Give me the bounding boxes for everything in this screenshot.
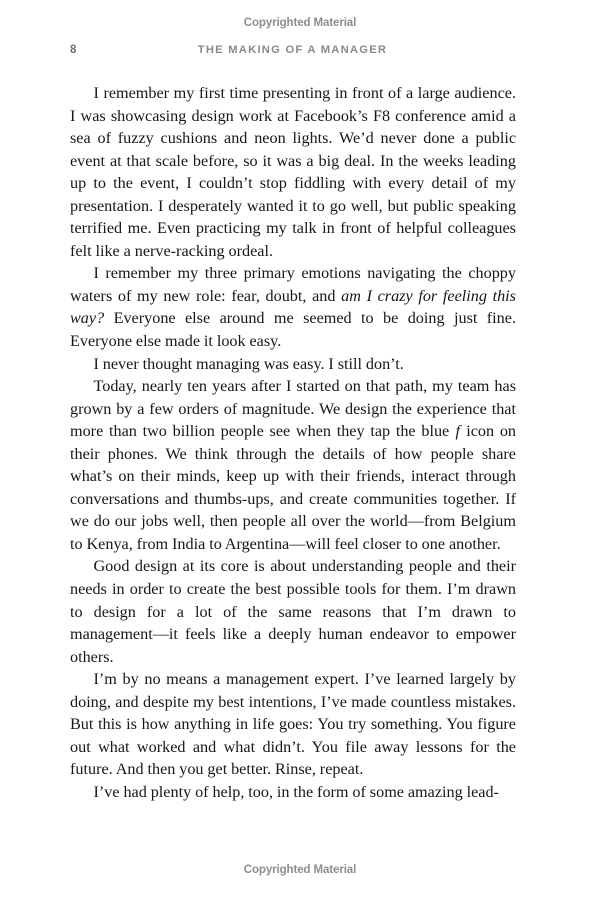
paragraph-2-italic-phrase: am I crazy for feeling this way? <box>70 286 516 328</box>
paragraph-6-text: I’m by no means a management expert. I’ve learned largely by doing, and despite my best intentions, I’ve made countless mistakes. But this is how anything in life goes: You try something. You figure out what worked and what didn’t. You file away lessons for the future. And then you get better. Rinse, repeat. <box>70 670 516 779</box>
book-title-running-head: THE MAKING OF A MANAGER <box>197 44 388 56</box>
facebook-f-glyph: f <box>455 422 460 441</box>
paragraph-5 <box>70 555 516 668</box>
copyrighted-material-watermark-top: Copyrighted Material <box>243 17 357 29</box>
page-number: 8 <box>70 44 77 56</box>
paragraph-6 <box>70 668 516 781</box>
paragraph-7-text: I’ve had plenty of help, too, in the form of some amazing lead- <box>93 782 499 801</box>
paragraph-5-text: Good design at its core is about understanding people and their needs in order to create the best possible tools for them. I’m drawn to design for a lot of the same reasons that I’m drawn to management—it feels like a deeply human endeavor to empower others. <box>70 557 516 666</box>
paragraph-4-text-before: Today, nearly ten years after I started on that path, my team has grown by a few orders of magnitude. We design the experience that more than two billion people see when they tap the blue <box>70 377 516 441</box>
paragraph-7 <box>70 781 516 804</box>
paragraph-2 <box>70 262 516 352</box>
paragraph-3-text: I never thought managing was easy. I still don’t. <box>93 354 404 373</box>
running-head <box>70 44 515 60</box>
paragraph-2-text-after: Everyone else around me seemed to be doing just fine. Everyone else made it look easy. <box>70 309 516 351</box>
paragraph-4 <box>70 375 516 555</box>
paragraph-2-text-before: I remember my three primary emotions navigating the choppy waters of my new role: fear, doubt, and <box>70 264 516 305</box>
paragraph-1 <box>70 82 516 262</box>
paragraph-4-text-after: icon on their phones. We think through the details of how people share what’s on their minds, keep up with their friends, interact through conversations and thumbs-ups, and create communities together. If we do our jobs well, then people all over the world—from Belgium to Kenya, from India to Argentina—will feel closer to one another. <box>70 422 517 553</box>
paragraph-3 <box>70 353 516 376</box>
paragraph-1-text: I remember my first time presenting in front of a large audience. I was showcasing design work at Facebook’s F8 conference amid a sea of fuzzy cushions and neon lights. We’d never done a public event at that scale before, so it was a big deal. In the weeks leading up to the event, I couldn’t stop fiddling with every detail of my presentation. I desperately wanted it to go well, but public speaking terrified me. Even practicing my talk in front of helpful colleagues felt like a nerve-racking ordeal. <box>70 84 516 260</box>
copyrighted-material-watermark-bottom: Copyrighted Material <box>243 864 357 876</box>
body-text-block <box>70 82 516 804</box>
